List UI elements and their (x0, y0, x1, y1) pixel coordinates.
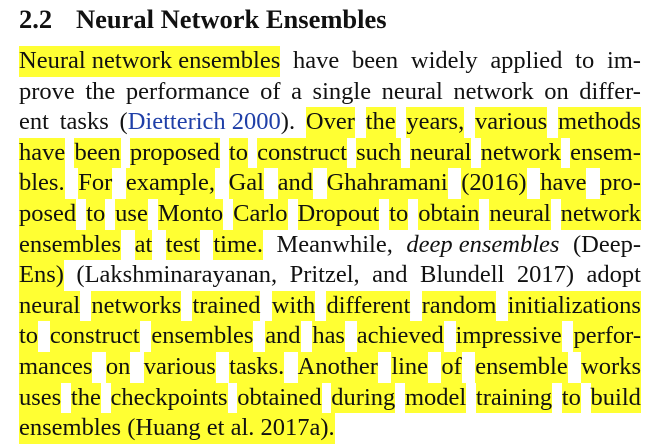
paragraph-line (19, 383, 641, 414)
text-span: the (366, 107, 396, 138)
text-span: has (312, 321, 345, 352)
text-span: mances (19, 352, 92, 383)
text-span: Dropout (298, 199, 380, 230)
text-span: Another (298, 352, 378, 383)
text-span: (Lakshminarayanan, (76, 261, 278, 289)
text-span: ensem- (570, 138, 641, 169)
text-span: tasks (59, 108, 109, 136)
text-span: to (86, 199, 105, 230)
paragraph-line (19, 230, 641, 261)
text-span: performance (125, 77, 250, 105)
text-span: adopt (586, 261, 641, 289)
text-span: Over (306, 107, 355, 138)
text-span: to (389, 199, 408, 230)
text-span: construct (50, 321, 140, 352)
text-span: use (115, 199, 148, 230)
text-span: at (135, 230, 153, 261)
paragraph-line (19, 138, 641, 169)
text-span: neural (489, 199, 550, 230)
text-span: line (391, 352, 428, 383)
paragraph-line (19, 199, 641, 230)
text-span: checkpoints (111, 383, 228, 414)
text-span: on (544, 77, 569, 105)
text-span: obtained (237, 383, 321, 414)
text-span: example, (126, 168, 215, 199)
text-span: ensembles (19, 413, 121, 444)
text-span: (2016) (461, 168, 526, 199)
text-span: ensembles (151, 321, 253, 352)
text-span: Neural network ensembles (19, 46, 280, 77)
paragraph-line (19, 46, 641, 77)
text-span: to (229, 138, 248, 169)
text-span: ent (19, 108, 49, 136)
text-span: with (272, 291, 316, 322)
text-span: various (144, 352, 216, 383)
text-span: impressive (456, 321, 562, 352)
text-span: obtain (418, 199, 479, 230)
text-span: Meanwhile, (276, 230, 393, 258)
text-span: achieved (357, 321, 444, 352)
text-span: model (405, 383, 466, 414)
section-heading (19, 0, 387, 38)
text-span: the (85, 77, 116, 105)
text-span: pro- (600, 168, 641, 199)
text-span: methods (558, 107, 641, 138)
text-span: differ- (579, 77, 641, 105)
text-span: single (312, 77, 372, 105)
text-span: Pritzel, (289, 261, 360, 289)
text-span: Blundell (420, 261, 505, 289)
text-span: posed (19, 199, 76, 230)
text-span: and (265, 321, 300, 352)
text-span: applied (490, 47, 563, 74)
text-span: neural (381, 77, 443, 105)
text-span: network (561, 199, 641, 230)
text-span: ensemble (475, 352, 568, 383)
paragraph-line (19, 291, 641, 322)
text-span: prove (19, 77, 75, 105)
text-span: and (372, 261, 408, 289)
paragraph-line (19, 352, 641, 383)
text-span: a (291, 77, 302, 105)
text-span: networks (91, 291, 181, 322)
text-span: proposed (130, 138, 220, 169)
paragraph-line (19, 77, 641, 108)
text-span: on (106, 352, 131, 383)
text-span: training (476, 383, 552, 414)
text-span: years, (406, 107, 464, 138)
text-span: 2017) (516, 261, 575, 289)
text-span: Ens) (19, 260, 64, 291)
text-span: neural (410, 138, 471, 169)
text-span: during (331, 383, 395, 414)
text-span: test (166, 230, 200, 261)
paragraph-line (19, 107, 641, 138)
text-span: For (78, 168, 112, 199)
text-span: uses (19, 383, 61, 414)
text-span: build (591, 383, 641, 414)
text-span: have (292, 47, 340, 74)
text-span: been (351, 47, 399, 74)
text-span: random (422, 291, 497, 322)
text-span: and (278, 168, 313, 199)
text-span: network (453, 77, 534, 105)
paragraph-line (19, 321, 641, 352)
text-span: ensembles (19, 230, 121, 261)
text-span: Monto (158, 199, 223, 230)
text-span: of (260, 77, 281, 105)
paragraph-line (19, 168, 641, 199)
citation: (Dietterich 2000). (119, 108, 296, 136)
paragraph (19, 46, 641, 444)
text-span: time. (213, 230, 263, 261)
text-span: have (19, 138, 65, 169)
text-span: have (540, 168, 586, 199)
text-span: Gal (229, 168, 264, 199)
text-span: the (71, 383, 101, 414)
text-span: bles. (19, 168, 65, 199)
text-span: been (74, 138, 120, 169)
text-span: perfor- (573, 321, 641, 352)
text-span: im- (606, 47, 641, 74)
text-span: to (575, 47, 595, 74)
text-span: (Huang et al. 2017a). (121, 413, 335, 444)
text-span: to (19, 321, 38, 352)
paragraph-line (19, 413, 641, 444)
text-span: neural (19, 291, 80, 322)
text-span: such (356, 138, 401, 169)
text-span: network (481, 138, 561, 169)
text-span: Ghahramani (327, 168, 448, 199)
citation-link[interactable]: Dietterich 2000 (127, 108, 281, 136)
text-span: works (581, 352, 641, 383)
text-span: to (562, 383, 581, 414)
text-span: of (441, 352, 461, 383)
text-span: various (475, 107, 547, 138)
text-span: initializations (508, 291, 641, 322)
emphasis-text: deep ensembles (406, 230, 560, 258)
text-span: widely (410, 47, 478, 74)
section-title: Neural Network Ensembles (76, 4, 387, 34)
text-span: different (326, 291, 410, 322)
text-span: (Deep- (572, 230, 641, 258)
text-span: Carlo (233, 199, 287, 230)
section-number: 2.2 (19, 4, 53, 34)
text-span: tasks. (229, 352, 284, 383)
paragraph-line (19, 260, 641, 291)
text-span: construct (257, 138, 347, 169)
text-span: trained (192, 291, 260, 322)
